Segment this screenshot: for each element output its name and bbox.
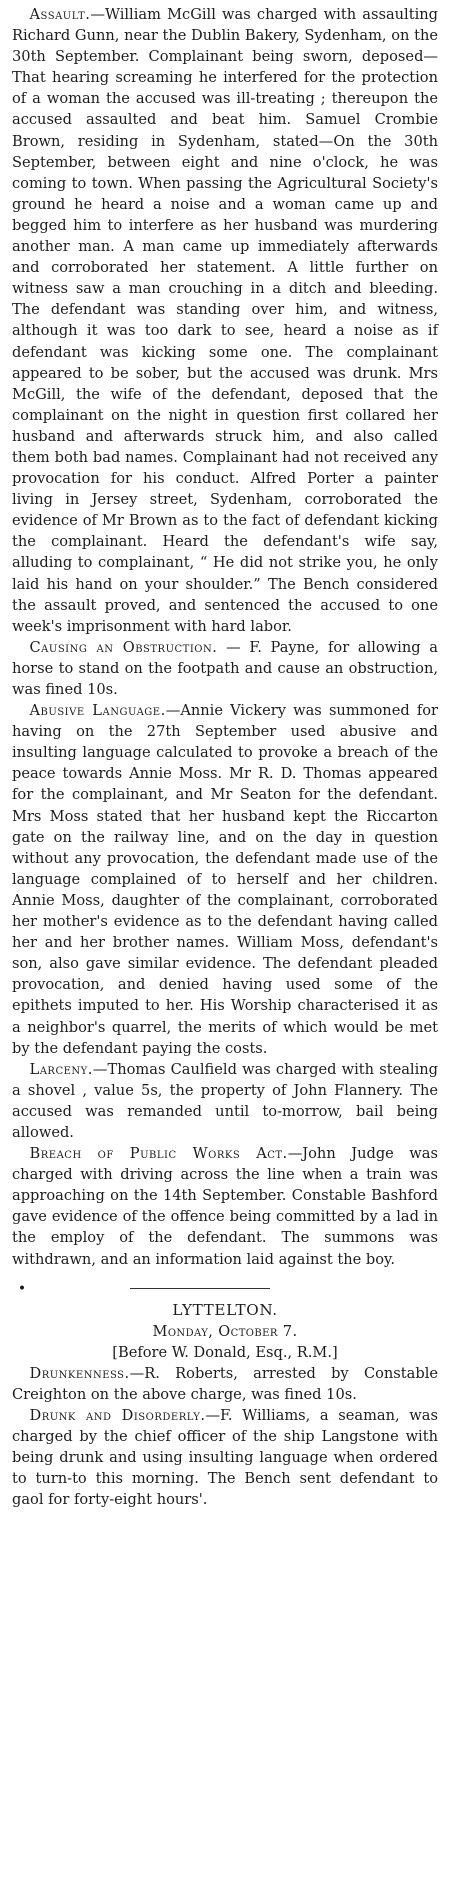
section-divider (12, 1282, 438, 1296)
report-larceny (12, 1059, 438, 1143)
report-body: —R. Roberts, arrested by Constable Creighton on the above charge, was fined 10s. (12, 1364, 438, 1403)
report-abusive-language (12, 700, 438, 1059)
report-heading: Drunk and Disorderly. (29, 1407, 206, 1425)
report-body: —F. Williams, a seaman, was charged by the chief officer of the ship Langstone with being drunk and using insulting language when ordered to turn-to this morning. The Bench sent defendant to gaol for forty-eight hours'. (12, 1407, 438, 1509)
report-drunkenness (12, 1363, 438, 1405)
report-heading: Causing an Obstruction. (29, 638, 218, 656)
report-heading: Drunkenness. (29, 1364, 130, 1382)
report-body: —Annie Vickery was summoned for having on the 27th September used abusive and insulting language calculated to provoke a breach of the peace towards Annie Moss. Mr R. D. Thomas appeared for the complainant, and Mr Seaton for the defendant. Mrs Moss stated that her husband kept the Riccarton gate on the railway line, and on the day in question without any provocation, the defendant made use of the language complained of to herself and her children. Annie Moss, daughter of the complainant, corroborated her mother's evidence as to the defendant having called her and her brother names. William Moss, defendant's son, also gave similar evidence. The defendant pleaded provocation, and denied having used some of the epithets imputed to her. His Worship characterised it as a neighbor's quarrel, the merits of which would be met by the defendant paying the costs. (12, 702, 438, 1057)
report-heading: Abusive Language. (29, 702, 166, 720)
section-place: LYTTELTON. (172, 1300, 278, 1319)
report-body: —William McGill was charged with assaulting Richard Gunn, near the Dublin Bakery, Sydenham, on the 30th September. Complainant being sworn, deposed—That hearing screaming he interfered for the protection of a woman the accused was ill-treating ; thereupon the accused assaulted and beat him. Samuel Crombie Brown, residing in Sydenham, stated—On the 30th September, between eight and nine o'clock, he was coming to town. When passing the Agricultural Society's ground he heard a noise and a woman came up and begged him to interfere as her husband was murdering another man. A man came up immediately afterwards and corroborated her statement. A little further on witness saw a man crouching in a ditch and bleeding. The defendant was standing over him, and witness, although it was too dark to see, heard a noise as if defendant was kicking some one. The complainant appeared to be sober, but the accused was drunk. Mrs McGill, the wife of the defendant, deposed that the complainant on the night in question first collared her husband and afterwards struck him, and also called them both bad names. Complainant had not received any provocation for his conduct. Alfred Porter a painter living in Jersey street, Sydenham, corroborated the evidence of Mr Brown as to the fact of defendant kicking the complainant. Heard the defendant's wife say, alluding to complainant, “ He did not strike you, he only laid his hand on your shoulder.” The Bench considered the assault proved, and sentenced the accused to one week's imprisonment with hard labor. (12, 6, 438, 635)
divider-rule (130, 1288, 270, 1289)
section-magistrate: [Before W. Donald, Esq., R.M.] (112, 1343, 338, 1361)
section-date: Monday, October 7. (152, 1322, 298, 1340)
report-heading: Assault. (29, 6, 91, 23)
report-heading: Breach of Public Works Act. (29, 1145, 288, 1163)
report-assault (12, 4, 438, 637)
bullet-mark: • (17, 1280, 27, 1297)
report-body: — F. Payne, for allowing a horse to stand on the footpath and cause an obstruction, was fined 10s. (12, 638, 438, 698)
report-drunk-disorderly (12, 1405, 438, 1510)
report-body: —Thomas Caulfield was charged with stealing a shovel , value 5s, the property of John Flannery. The accused was remanded until to-morrow, bail being allowed. (12, 1060, 438, 1141)
report-body: —John Judge was charged with driving across the line when a train was approaching on the 14th September. Constable Bashford gave evidence of the offence being committed by a lad in the employ of the defendant. The summons was withdrawn, and an information laid against the boy. (12, 1145, 438, 1268)
report-public-works (12, 1143, 438, 1270)
report-heading: Larceny. (29, 1060, 93, 1078)
report-obstruction (12, 637, 438, 700)
